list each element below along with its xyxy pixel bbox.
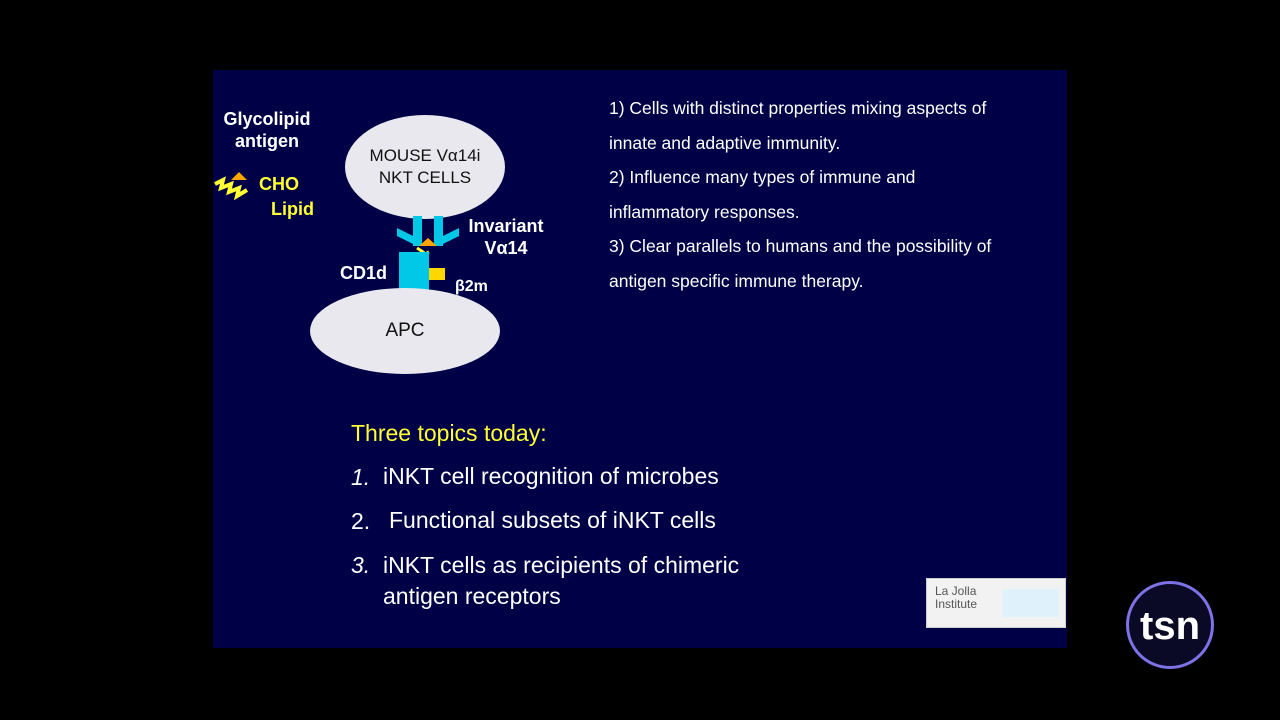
point-line: inflammatory responses. [609, 201, 800, 222]
invariant-va14-label: Invariant Vα14 [468, 216, 544, 258]
tsn-watermark-logo [1126, 581, 1214, 669]
key-points [609, 91, 1049, 298]
topic-1-number: 1. [351, 464, 371, 490]
b2m-label: β2m [455, 278, 488, 295]
point-line: 3) Clear parallels to humans and the possibility of [609, 236, 992, 256]
apc-cell [310, 288, 500, 374]
cd1d-label: CD1d [340, 263, 388, 283]
tsn-watermark-text: tsn [1140, 604, 1200, 648]
topic-3-number: 3. [351, 552, 371, 578]
point-line: antigen specific immune therapy. [609, 270, 864, 291]
point-line: innate and adaptive immunity. [609, 132, 841, 153]
point-line: 1) Cells with distinct properties mixing aspects of [609, 98, 987, 118]
tcr-cd1d-complex-icon [393, 212, 463, 292]
glycolipid-symbol-icon [213, 168, 263, 204]
topic-2-text: Functional subsets of iNKT cells [389, 507, 716, 533]
logo-graphic [1003, 589, 1059, 617]
topic-3-text: iNKT cells as recipients of chimeric antigen receptors [383, 552, 740, 609]
slide [213, 70, 1067, 648]
glycolipid-antigen-label: Glycolipid antigen [223, 109, 311, 151]
apc-label: APC [385, 320, 425, 341]
topic-2-number: 2. [351, 508, 371, 534]
cho-label: CHO [259, 174, 299, 194]
topics-heading: Three topics today: [351, 420, 547, 446]
logo-text: La Jolla Institute [935, 584, 978, 611]
lipid-label: Lipid [271, 199, 314, 219]
nkt-cell [345, 115, 505, 219]
topic-1-text: iNKT cell recognition of microbes [383, 463, 719, 489]
la-jolla-institute-logo [926, 578, 1066, 628]
point-line: 2) Influence many types of immune and [609, 167, 916, 187]
nkt-cell-label: MOUSE Vα14i NKT CELLS [369, 146, 481, 187]
